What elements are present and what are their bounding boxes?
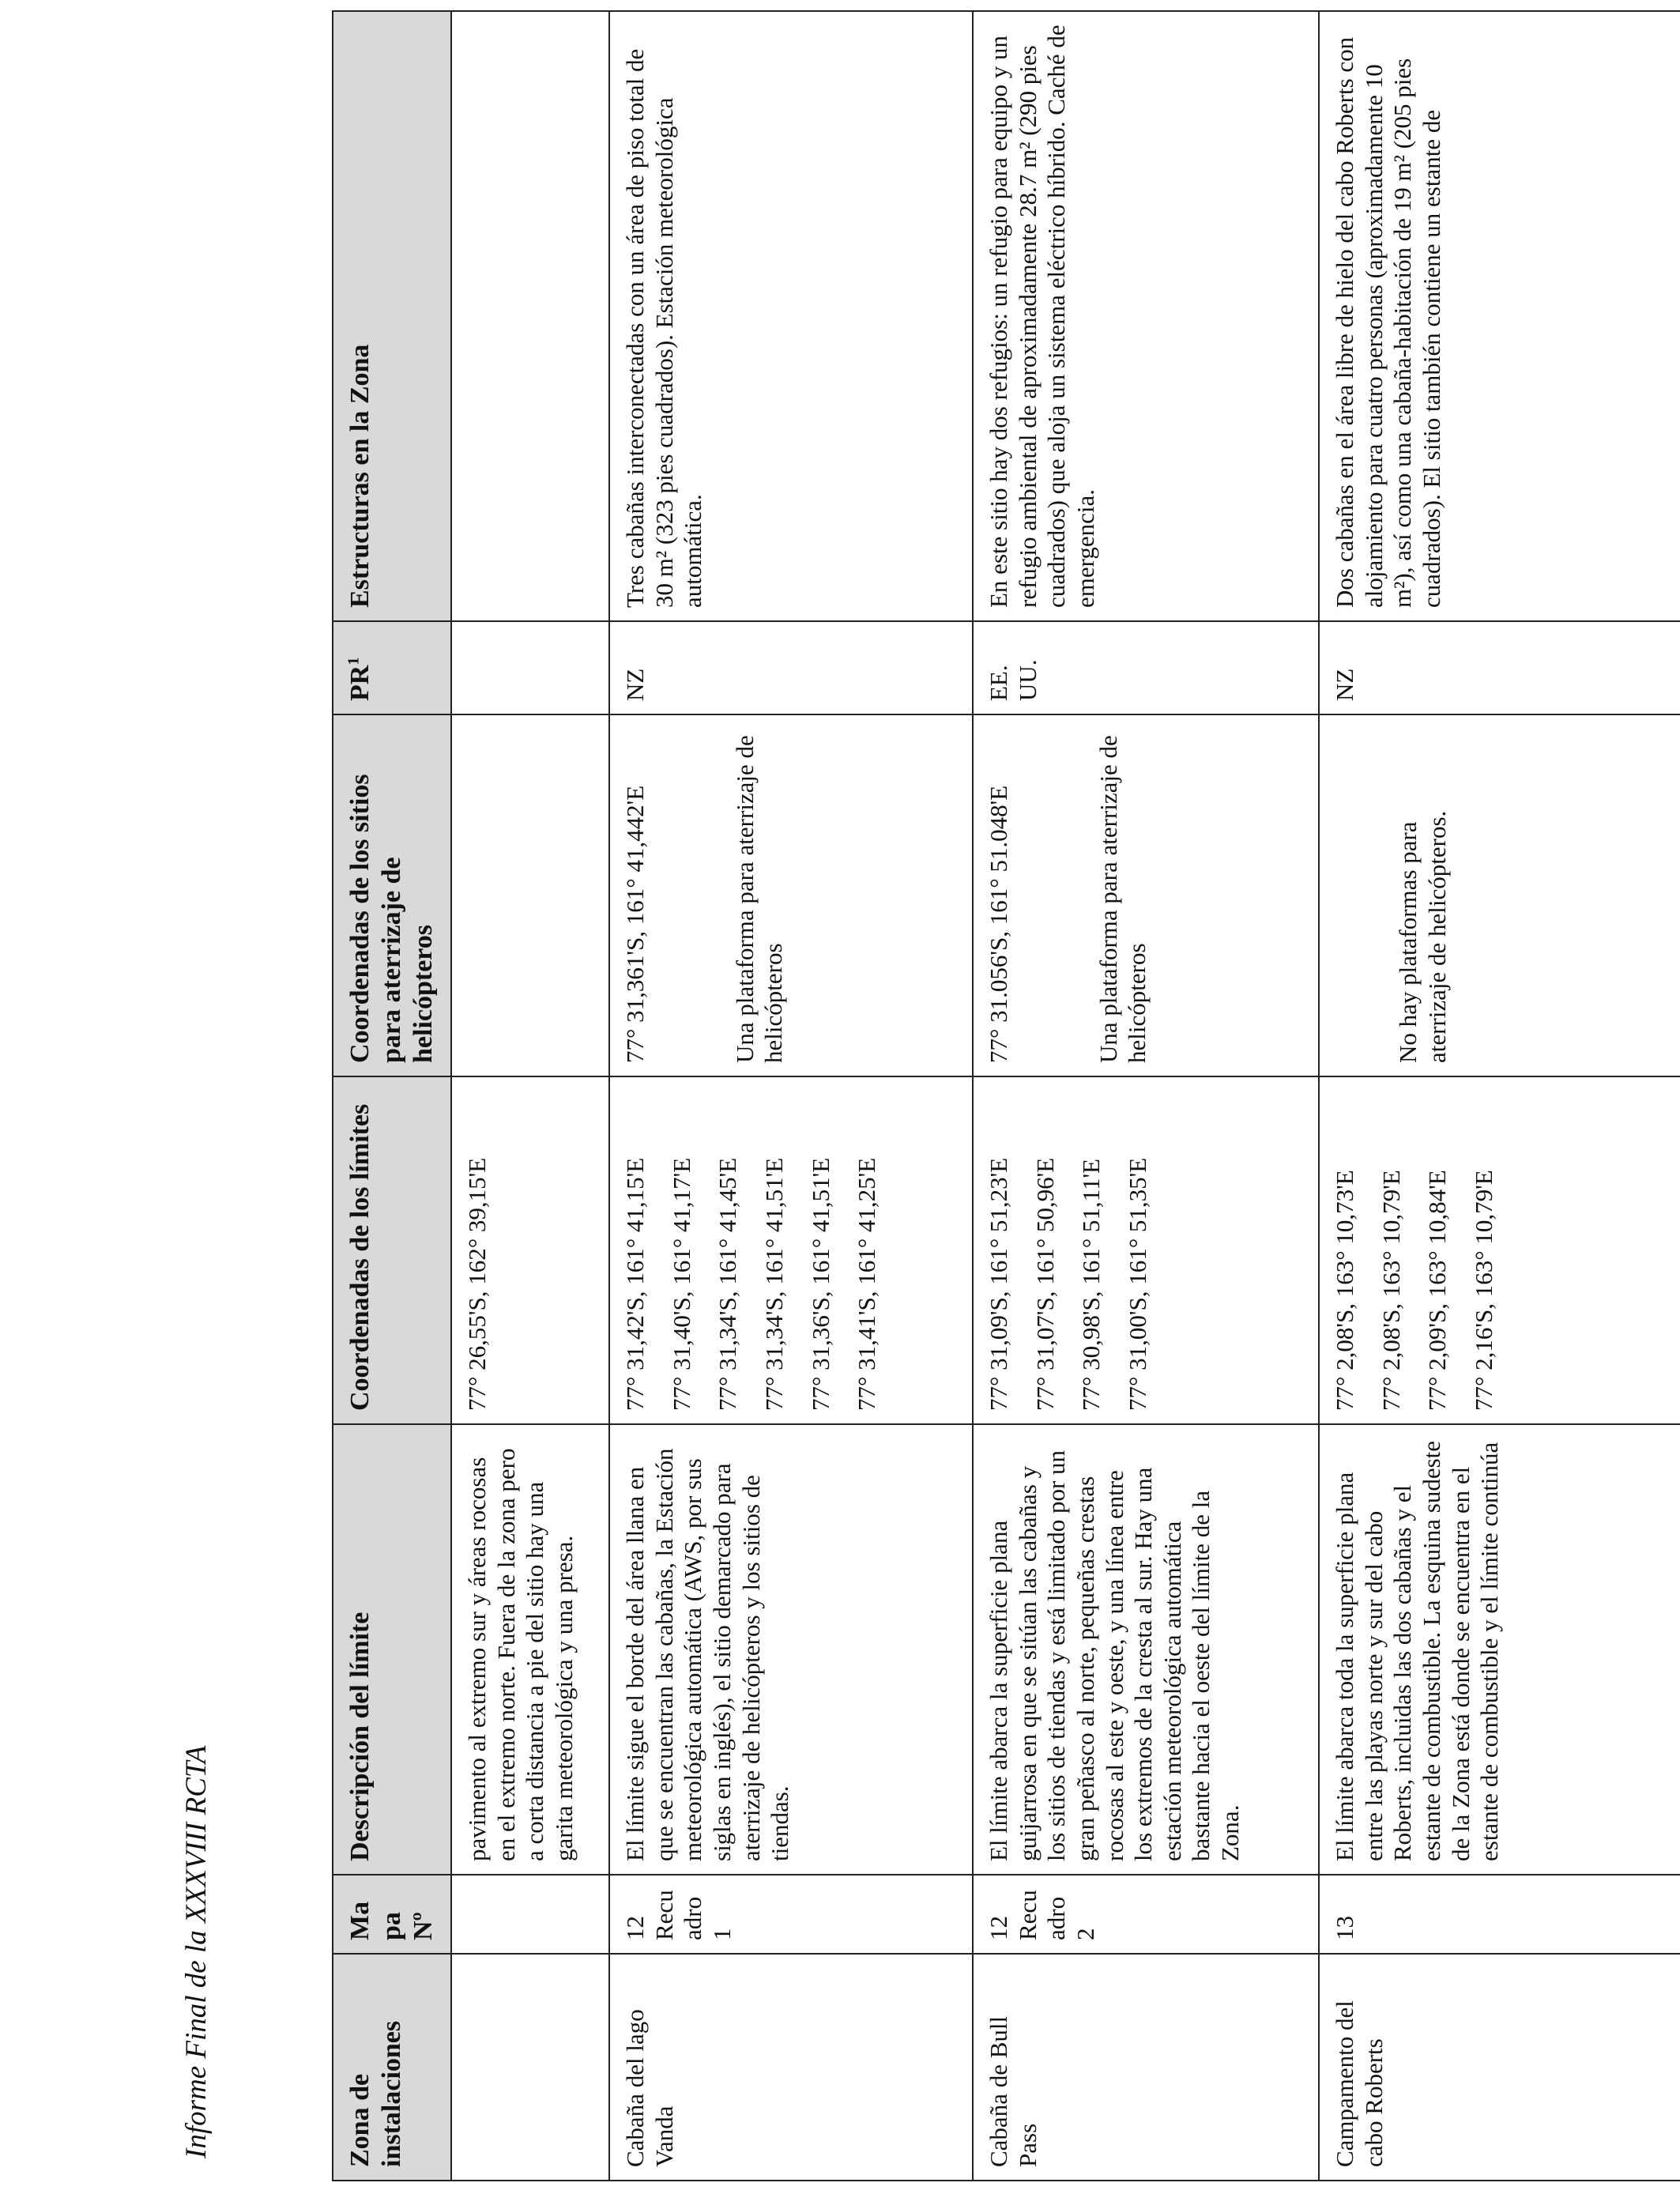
- coordinate-line: 77° 2,08'S, 163° 10,79'E: [1377, 1170, 1405, 1411]
- cell-boundary-coordinates: [451, 1076, 609, 1424]
- helicopter-coordinate: 77° 31,361'S, 161° 41,442'E: [621, 785, 650, 1063]
- coordinate-line: 77° 2,16'S, 163° 10,79'E: [1470, 1170, 1498, 1411]
- cell-pr: NZ: [1319, 621, 1680, 714]
- cell-pr: [451, 621, 609, 714]
- header-zone: Zona de instalaciones: [333, 1954, 451, 2181]
- coordinate-line: 77° 2,08'S, 163° 10,73'E: [1331, 1170, 1359, 1411]
- cell-map: 12 Recuadro 2: [973, 1875, 1319, 1954]
- cell-zone: Cabaña del lago Vanda: [609, 1954, 973, 2181]
- cell-helicopter-coordinates: [1319, 714, 1680, 1076]
- header-pr: [333, 621, 451, 714]
- cell-map: 13: [1319, 1875, 1680, 1954]
- table-header-row: [333, 11, 451, 2181]
- table-row: [973, 11, 1319, 2181]
- coordinate-line: 77° 31,34'S, 161° 41,51'E: [760, 1157, 789, 1411]
- coordinate-line: 77° 31,36'S, 161° 41,51'E: [806, 1157, 834, 1411]
- cell-map: 12 Recuadro 1: [609, 1875, 973, 1954]
- cell-boundary-description: El límite sigue el borde del área llana en que se encuentran las cabañas, la Estación meteorológica automática (AWS, por sus siglas en inglés), el sitio demarcado para aterrizaje de helicópteros y los sitios de tiendas.: [609, 1424, 973, 1875]
- helicopter-note: Una plataforma para aterrizaje de helicópteros: [730, 735, 788, 1063]
- cell-pr: NZ: [609, 621, 973, 714]
- rotated-table-wrapper: [332, 12, 1648, 2181]
- cell-zone: Campamento del cabo Roberts: [1319, 1954, 1680, 2181]
- coordinate-line: 77° 31,34'S, 161° 41,45'E: [714, 1157, 742, 1411]
- header-boundary-description: Descripción del límite: [333, 1424, 451, 1875]
- cell-zone: [451, 1954, 609, 2181]
- cell-structures: [451, 11, 609, 621]
- cell-boundary-coordinates: [1319, 1076, 1680, 1424]
- cell-boundary-coordinates: [609, 1076, 973, 1424]
- header-pr-label: PR: [345, 665, 375, 701]
- cell-structures: Dos cabañas en el área libre de hielo del cabo Roberts con alojamiento para cuatro personas (aproximadamente 10 m²), así como una cabaña-habitación de 19 m² (205 pies cuadrados). El sitio también contiene un estante de: [1319, 11, 1680, 621]
- header-structures: Estructuras en la Zona: [333, 11, 451, 621]
- coordinate-line: 77° 31,42'S, 161° 41,15'E: [621, 1157, 650, 1411]
- helicopter-note: Una plataforma para aterrizaje de helicópteros: [1094, 735, 1151, 1063]
- cell-boundary-description: pavimento al extremo sur y áreas rocosas en el extremo norte. Fuera de la zona pero a corta distancia a pie del sitio hay una garita meteorológica y una presa.: [451, 1424, 609, 1875]
- coordinate-line: 77° 31,09'S, 161° 51,23'E: [985, 1157, 1013, 1411]
- cell-helicopter-coordinates: [973, 714, 1319, 1076]
- cell-boundary-coordinates: [973, 1076, 1319, 1424]
- coordinate-line: 77° 31,41'S, 161° 41,25'E: [853, 1157, 881, 1411]
- header-helicopter-coordinates: Coordenadas de los sitios para aterrizaje de helicópteros: [333, 714, 451, 1076]
- cell-boundary-description: El límite abarca toda la superficie plana entre las playas norte y sur del cabo Roberts, incluidas las dos cabañas y el estante de combustible. La esquina sudeste de la Zona está donde se encuentra en el estante de combustible y el límite continúa: [1319, 1424, 1680, 1875]
- cell-pr: EE. UU.: [973, 621, 1319, 714]
- cell-structures: En este sitio hay dos refugios: un refugio para equipo y un refugio ambiental de aproximadamente 28.7 m² (290 pies cuadrados) que aloja un sistema eléctrico híbrido. Caché de emergencia.: [973, 11, 1319, 621]
- header-map: Mapa Nº: [333, 1875, 451, 1954]
- cell-zone: Cabaña de Bull Pass: [973, 1954, 1319, 2181]
- coordinate-line: 77° 31,07'S, 161° 50,96'E: [1030, 1157, 1059, 1411]
- cell-structures: Tres cabañas interconectadas con un área de piso total de 30 m² (323 pies cuadrados). Estación meteorológica automática.: [609, 11, 973, 621]
- cell-helicopter-coordinates: [609, 714, 973, 1076]
- helicopter-coordinate: 77° 31.056'S, 161° 51.048'E: [985, 785, 1013, 1063]
- coordinate-line: 77° 2,09'S, 163° 10,84'E: [1423, 1170, 1452, 1411]
- coordinate-line: 77° 31,00'S, 161° 51,35'E: [1124, 1157, 1152, 1411]
- helicopter-note: No hay plataformas para aterrizaje de helicópteros.: [1394, 810, 1451, 1063]
- header-boundary-coordinates: Coordenadas de los límites: [333, 1076, 451, 1424]
- coordinate-line: 77° 30,98'S, 161° 51,11'E: [1077, 1159, 1106, 1411]
- facility-zones-table: [332, 10, 1680, 2181]
- cell-boundary-description: El límite abarca la superficie plana guijarrosa en que se sitúan las cabañas y los sitios de tiendas y está limitado por un gran peñasco al norte, pequeñas crestas rocosas al este y oeste, y una línea entre los extremos de la cresta al sur. Hay una estación meteorológica automática bastante hacia el oeste del límite de la Zona.: [973, 1424, 1319, 1875]
- cell-map: [451, 1875, 609, 1954]
- table-row: [609, 11, 973, 2181]
- running-header: Informe Final de la XXXVIII RCTA: [180, 1745, 213, 2158]
- table-row: [1319, 11, 1680, 2181]
- coordinate-line: 77° 26,55'S, 162° 39,15'E: [463, 1157, 492, 1411]
- table-row: [451, 11, 609, 2181]
- cell-helicopter-coordinates: [451, 714, 609, 1076]
- coordinate-line: 77° 31,40'S, 161° 41,17'E: [667, 1157, 695, 1411]
- header-pr-footnote: 1: [345, 657, 363, 665]
